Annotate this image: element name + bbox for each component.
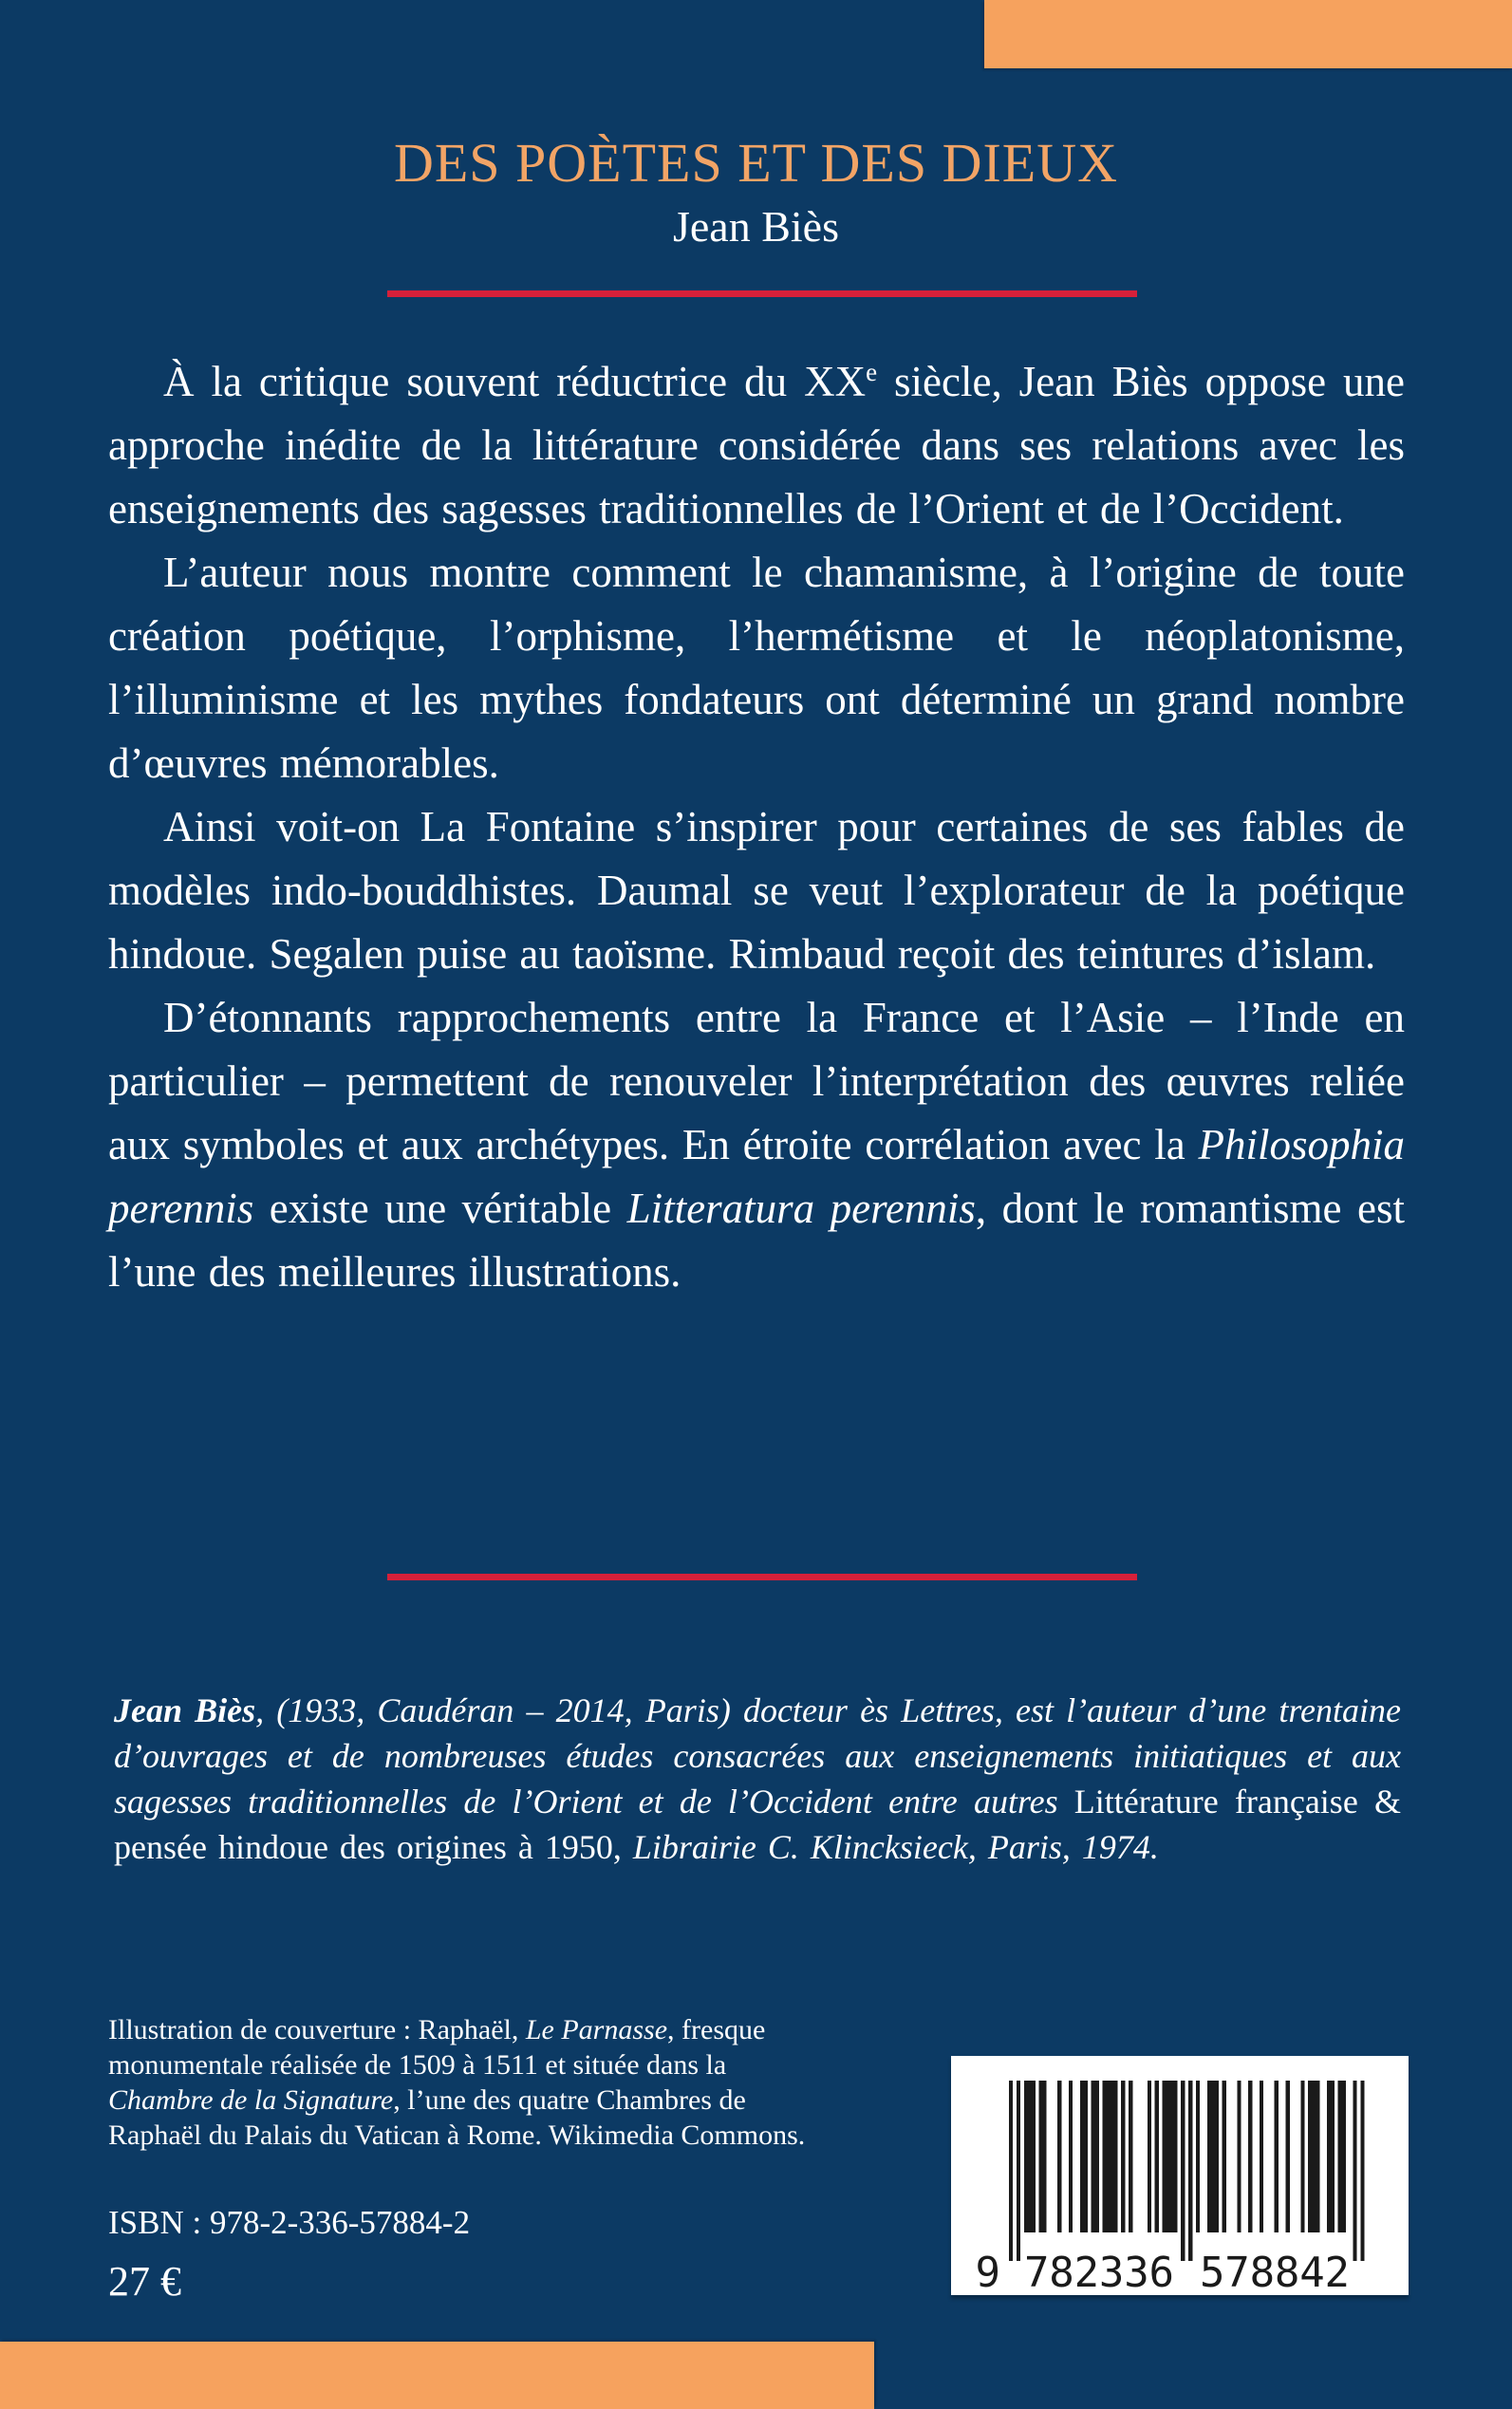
cover-illustration-credit [108, 2012, 815, 2153]
barcode [951, 2056, 1409, 2295]
text-segment: Ainsi voit-on La Fontaine s’inspirer pour certaines de ses fables de modèles indo-bouddhistes. Daumal se veut l’explorateur de la poétique hindoue. Segalen puise au taoïsme. Rimbaud reçoit des teintures d’islam. [108, 803, 1405, 978]
footer-rule [387, 1574, 1137, 1580]
text-segment: À la critique souvent réductrice du XX [163, 358, 867, 405]
title-rule [387, 290, 1137, 297]
text-segment: existe une véritable [253, 1185, 627, 1232]
text-segment: D’étonnants rapprochements entre la France et l’Asie – l’Inde en particulier – permettent de renouveler l’interprétation des œuvres reliée aux symboles et aux archétypes. En étroite corrélation avec la [108, 994, 1405, 1168]
text-segment: e [866, 358, 878, 386]
text-segment: Le Parnasse [525, 2014, 668, 2045]
text-segment: , l’une des quatre Chambres de Raphaël du Palais du Vatican à Rome. Wikimedia Commons. [108, 2084, 806, 2151]
text-segment: Litteratura perennis [626, 1185, 976, 1232]
bottom-accent-bar [0, 2342, 874, 2409]
top-accent-bar [984, 0, 1512, 68]
text-segment: , (1933, Caudéran – 2014, Paris) docteur ès Lettres, est l’auteur d’une trentaine d’ouvrages et de nombreuses études consacrées aux enseignements initiatiques et aux sagesses traditionnelles de l’Orient et de l’Occident entre autres [114, 1691, 1401, 1821]
text-segment: Chambre de la Signature [108, 2084, 394, 2116]
barcode-bars [1009, 2081, 1365, 2261]
synopsis [108, 350, 1405, 1304]
barcode-svg [951, 2056, 1409, 2295]
synopsis-paragraph-2 [108, 541, 1405, 795]
barcode-digit-lead: 9 [975, 2249, 1000, 2295]
text-segment: , fresque monumentale réalisée de 1509 à 1511 et située dans la [108, 2014, 766, 2081]
text-segment: Illustration de couverture : Raphaël, [108, 2014, 526, 2045]
barcode-digit-group-1: 782336 [1024, 2249, 1174, 2295]
text-segment: L’auteur nous montre comment le chamanisme, à l’origine de toute création poétique, l’orphisme, l’hermétisme et le néoplatonisme, l’illuminisme et les mythes fondateurs ont déterminé un grand nombre d’œuvres mémorables. [108, 549, 1405, 787]
synopsis-paragraph-1 [108, 350, 1405, 541]
barcode-digit-group-2: 578842 [1200, 2249, 1350, 2295]
book-author: Jean Biès [672, 202, 839, 251]
book-title: DES POÈTES ET DES DIEUX [393, 132, 1119, 194]
text-segment: , dont le romantisme est l’une des meilleures illustrations. [108, 1185, 1405, 1296]
text-segment: Philosophia perennis [108, 1121, 1405, 1232]
synopsis-paragraph-4 [108, 986, 1405, 1304]
synopsis-paragraph-3 [108, 795, 1405, 986]
text-segment: Jean Biès [114, 1691, 256, 1729]
price: 27 € [108, 2258, 181, 2305]
text-segment: Librairie C. Klincksieck, Paris, 1974. [632, 1828, 1159, 1866]
text-segment: Littérature française & pensée hindoue des origines à 1950, [114, 1783, 1401, 1866]
author-bio [114, 1688, 1401, 1870]
isbn-number: ISBN : 978-2-336-57884-2 [108, 2204, 471, 2241]
text-segment: siècle, Jean Biès oppose une approche inédite de la littérature considérée dans ses relations avec les enseignements des sagesses traditionnelles de l’Orient et de l’Occident. [108, 358, 1406, 532]
